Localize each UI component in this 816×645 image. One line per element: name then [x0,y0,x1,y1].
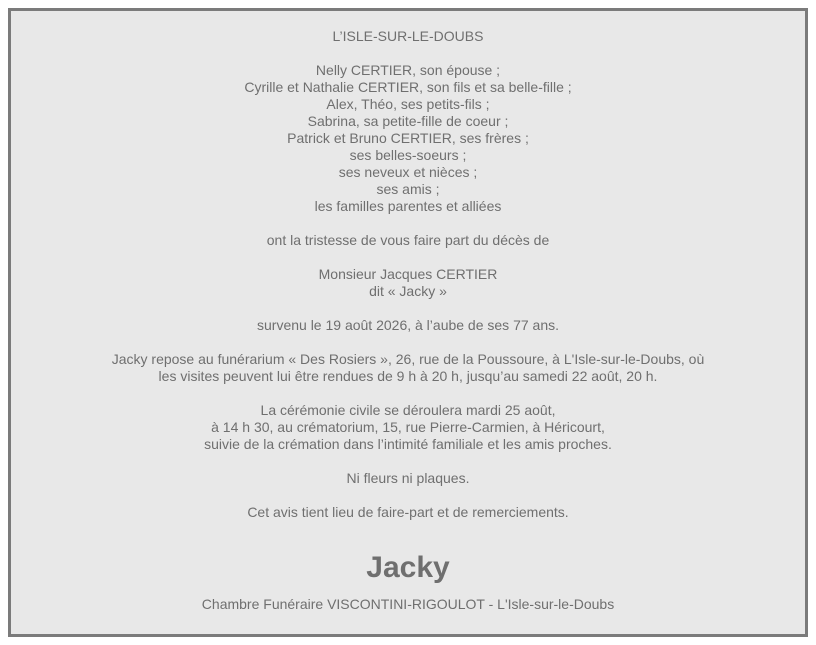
flowers-text: Ni fleurs ni plaques. [346,470,470,486]
family-line: Patrick et Bruno CERTIER, ses frères ; [287,130,529,146]
death-info [11,317,805,334]
family-line: ses amis ; [376,181,440,197]
deceased-block [11,266,805,300]
funeral-home-line: Jacky repose au funérarium « Des Rosiers », 26, rue de la Poussoure, à L'Isle-sur-le-Doubs, où [111,351,705,367]
family-line: Cyrille et Nathalie CERTIER, son fils et sa belle-fille ; [244,79,572,95]
funeral-home-info [11,351,805,385]
family-line: ses neveux et nièces ; [338,164,478,180]
ceremony-line: à 14 h 30, au crématorium, 15, rue Pierre-Carmien, à Héricourt, [211,419,605,435]
family-line: Sabrina, sa petite-fille de coeur ; [307,113,509,129]
family-line: ses belles-soeurs ; [349,147,467,163]
deceased-nickname: dit « Jacky » [369,283,447,299]
obituary-notice-frame [8,8,808,637]
signature-name: Jacky [366,551,450,584]
town-name: L’ISLE-SUR-LE-DOUBS [332,28,484,44]
announcement-text: ont la tristesse de vous faire part du décès de [266,232,550,248]
footer-text: Chambre Funéraire VISCONTINI-RIGOULOT - L'Isle-sur-le-Doubs [201,596,615,612]
death-info-text: survenu le 19 août 2026, à l’aube de ses 77 ans. [257,317,559,333]
thanks-note [11,504,805,521]
family-line: Alex, Théo, ses petits-fils ; [326,96,490,112]
ceremony-line: suivie de la crémation dans l’intimité familiale et les amis proches. [204,436,612,452]
deceased-name: Monsieur Jacques CERTIER [318,266,498,282]
announcement [11,232,805,249]
ceremony-line: La cérémonie civile se déroulera mardi 25 août, [260,402,556,418]
family-list [11,62,805,215]
family-line: les familles parentes et alliées [314,198,502,214]
town-heading [11,28,805,45]
obituary-notice-content [11,28,805,613]
ceremony-info [11,402,805,453]
funeral-home-line: les visites peuvent lui être rendues de 9 h à 20 h, jusqu’au samedi 22 août, 20 h. [158,368,658,384]
family-line: Nelly CERTIER, son épouse ; [315,62,501,78]
thanks-text: Cet avis tient lieu de faire-part et de remerciements. [247,504,569,520]
flowers-note [11,470,805,487]
funeral-home-footer [11,596,805,613]
